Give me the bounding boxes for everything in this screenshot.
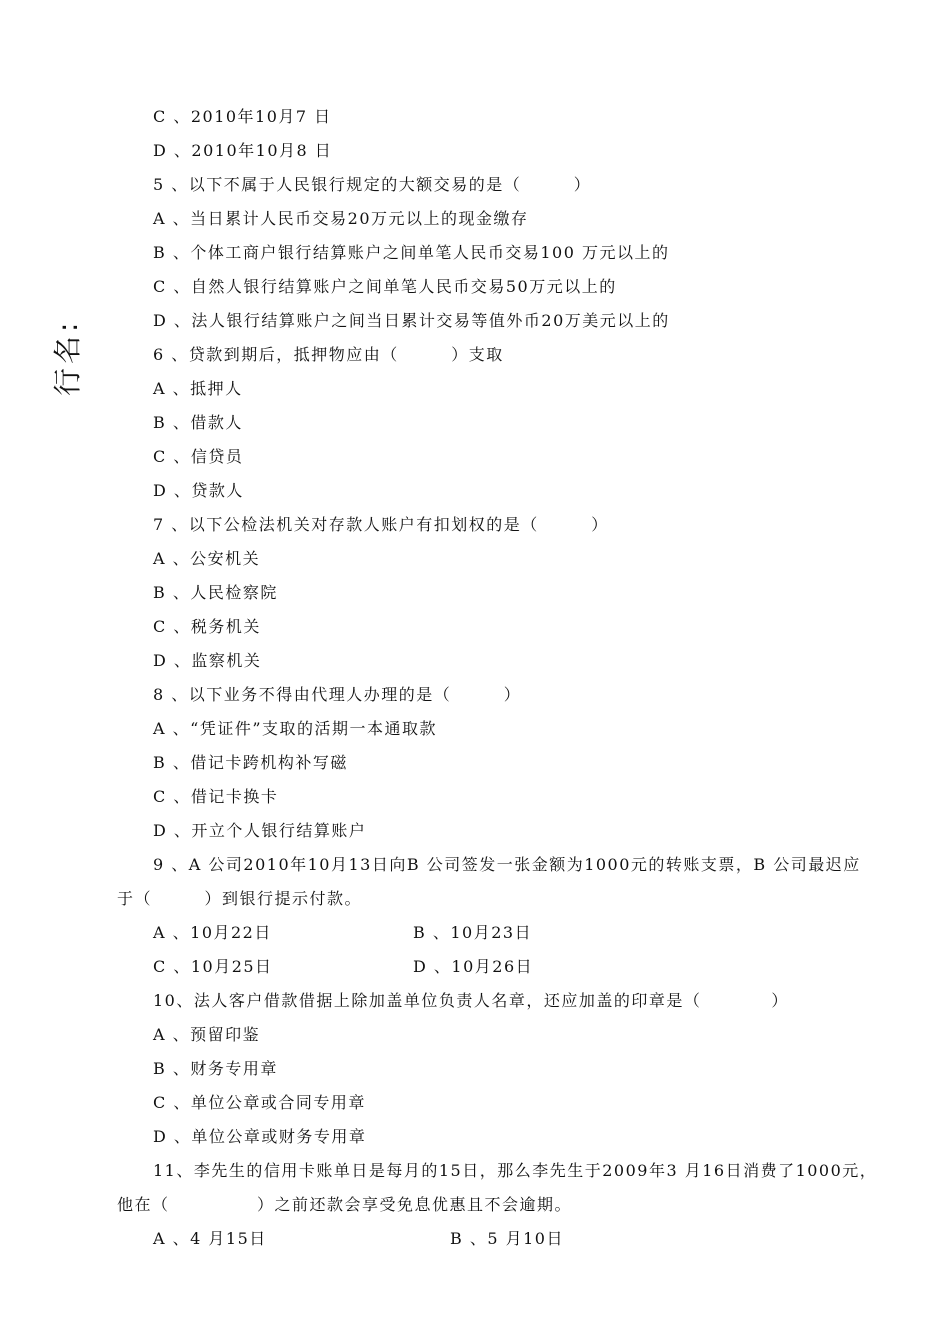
answer-option-second-column: B 、5 月10日 <box>450 1229 564 1248</box>
line-text: D 、单位公章或财务专用章 <box>153 1127 367 1146</box>
line-text: A 、抵押人 <box>153 379 243 398</box>
answer-option <box>0 644 950 678</box>
question-text <box>0 848 950 882</box>
answer-option <box>0 440 950 474</box>
answer-option-second-column: D 、10月26日 <box>413 957 534 976</box>
line-text: B 、借记卡跨机构补写磁 <box>153 753 348 772</box>
answer-option <box>0 304 950 338</box>
answer-option-second-column: B 、10月23日 <box>413 923 533 942</box>
line-text: D 、法人银行结算账户之间当日累计交易等值外币20万美元以上的 <box>153 311 670 330</box>
side-label: 行名: <box>51 318 84 396</box>
answer-option <box>0 1052 950 1086</box>
question-text <box>0 168 950 202</box>
answer-option <box>0 100 950 134</box>
answer-option <box>0 372 950 406</box>
answer-option <box>0 270 950 304</box>
line-text: 他在（ ）之前还款会享受免息优惠且不会逾期。 <box>117 1195 573 1214</box>
answer-option <box>0 1086 950 1120</box>
line-text: B 、人民检察院 <box>153 583 278 602</box>
line-text: 9 、A 公司2010年10月13日向B 公司签发一张金额为1000元的转账支票，B 公司最迟应 <box>153 855 861 874</box>
line-text: 11、李先生的信用卡账单日是每月的15日，那么李先生于2009年3 月16日消费了1000元， <box>153 1161 878 1180</box>
line-text: 于（ ）到银行提示付款。 <box>117 889 363 908</box>
question-text <box>0 678 950 712</box>
line-text: C 、税务机关 <box>153 617 261 636</box>
line-text: C 、10月25日 <box>153 957 273 976</box>
line-text: A 、10月22日 <box>153 923 272 942</box>
line-text: B 、财务专用章 <box>153 1059 278 1078</box>
answer-option <box>0 542 950 576</box>
line-text: A 、4 月15日 <box>153 1229 267 1248</box>
line-text: D 、贷款人 <box>153 481 244 500</box>
answer-option <box>0 576 950 610</box>
line-text: A 、“凭证件”支取的活期一本通取款 <box>153 719 438 738</box>
answer-option <box>0 1120 950 1154</box>
line-text: C 、借记卡换卡 <box>153 787 279 806</box>
answer-option <box>0 746 950 780</box>
answer-option <box>0 712 950 746</box>
answer-option <box>0 236 950 270</box>
line-text: 5 、以下不属于人民银行规定的大额交易的是（ ） <box>153 175 592 194</box>
line-text: 8 、以下业务不得由代理人办理的是（ ） <box>153 685 522 704</box>
question-list <box>0 100 950 1256</box>
question-text <box>0 984 950 1018</box>
answer-option <box>0 610 950 644</box>
answer-option <box>0 814 950 848</box>
question-text <box>0 338 950 372</box>
answer-option <box>0 474 950 508</box>
answer-option <box>0 780 950 814</box>
answer-option <box>0 202 950 236</box>
line-text: D 、监察机关 <box>153 651 262 670</box>
line-text: B 、个体工商户银行结算账户之间单笔人民币交易100 万元以上的 <box>153 243 670 262</box>
answer-option <box>0 134 950 168</box>
answer-option <box>0 950 950 984</box>
line-text: C 、自然人银行结算账户之间单笔人民币交易50万元以上的 <box>153 277 617 296</box>
line-text: A 、预留印鉴 <box>153 1025 261 1044</box>
question-text <box>0 1154 950 1188</box>
line-text: D 、2010年10月8 日 <box>153 141 333 160</box>
question-continuation <box>0 1188 950 1222</box>
question-text <box>0 508 950 542</box>
line-text: 7 、以下公检法机关对存款人账户有扣划权的是（ ） <box>153 515 609 534</box>
line-text: D 、开立个人银行结算账户 <box>153 821 367 840</box>
line-text: A 、当日累计人民币交易20万元以上的现金缴存 <box>153 209 529 228</box>
line-text: 6 、贷款到期后，抵押物应由（ ）支取 <box>153 345 504 364</box>
line-text: 10、法人客户借款借据上除加盖单位负责人名章，还应加盖的印章是（ ） <box>153 991 789 1010</box>
line-text: A 、公安机关 <box>153 549 261 568</box>
answer-option <box>0 1222 950 1256</box>
question-continuation <box>0 882 950 916</box>
answer-option <box>0 406 950 440</box>
answer-option <box>0 1018 950 1052</box>
line-text: C 、2010年10月7 日 <box>153 107 332 126</box>
line-text: C 、单位公章或合同专用章 <box>153 1093 366 1112</box>
answer-option <box>0 916 950 950</box>
line-text: C 、信贷员 <box>153 447 244 466</box>
line-text: B 、借款人 <box>153 413 243 432</box>
